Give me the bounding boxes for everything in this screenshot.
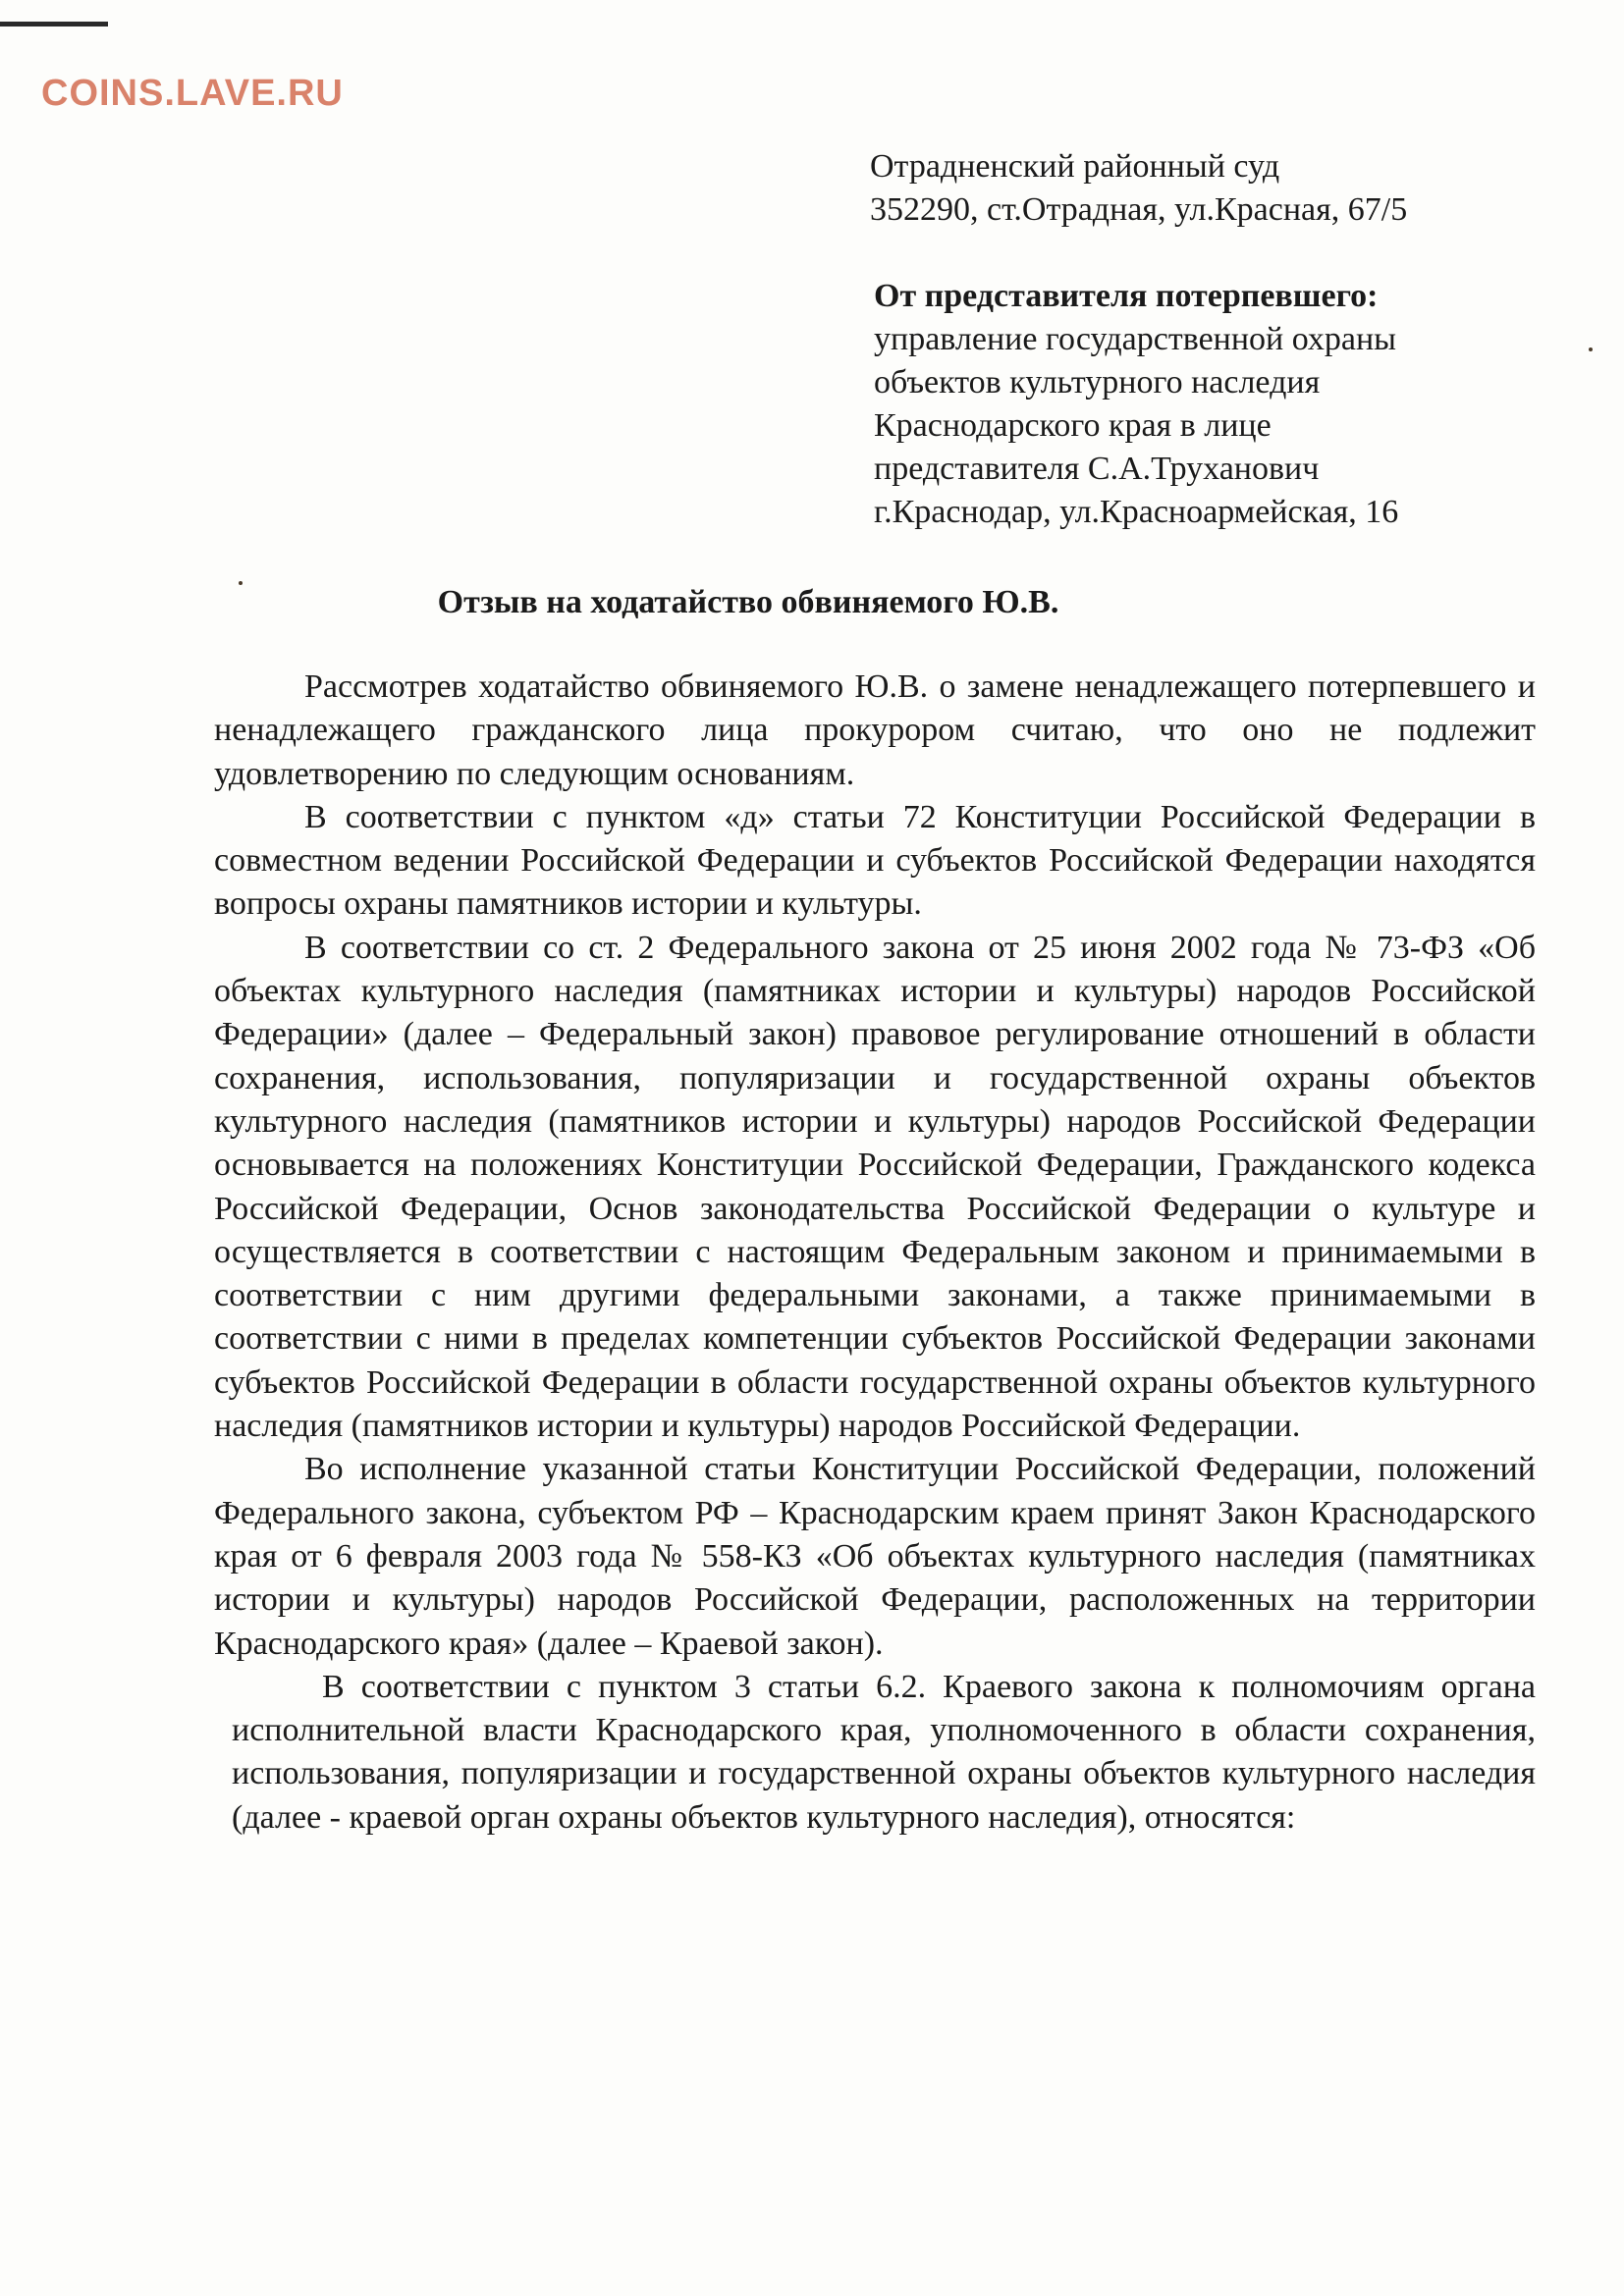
document-title-row — [0, 581, 1624, 624]
paragraph-5: В соответствии с пунктом 3 статьи 6.2. Краевого закона к полномочиям органа исполнительной власти Краснодарского края, уполномоченного в области сохранения, использования, популяризации и государственной охраны объектов культурного наследия (далее - краевой орган охраны объектов культурного наследия), относятся: — [232, 1668, 1536, 1836]
addressee-block — [870, 145, 1557, 232]
sender-heading: От представителя потерпевшего: — [874, 278, 1379, 314]
scan-edge-mark — [0, 22, 108, 27]
addressee-address: 352290, ст.Отрадная, ул.Красная, 67/5 — [870, 191, 1408, 228]
paragraph-4: Во исполнение указанной статьи Конституции Российской Федерации, положений Федерального закона, субъектом РФ – Краснодарским краем принят Закон Краснодарского края от 6 февраля 2003 года № 558-КЗ «Об объектах культурного наследия (памятниках истории и культуры) народов Российской Федерации, расположенных на территории Краснодарского края» (далее – Краевой закон). — [214, 1451, 1536, 1662]
sender-line-3: Краснодарского края в лице — [874, 407, 1272, 444]
paragraph-1: Рассмотрев ходатайство обвиняемого Ю.В. о замене ненадлежащего потерпевшего и ненадлежащего гражданского лица прокурором считаю, что оно не подлежит удовлетворению по следующим основаниям. — [214, 668, 1536, 792]
paragraph-3: В соответствии со ст. 2 Федерального закона от 25 июня 2002 года № 73-ФЗ «Об объектах культурного наследия (памятниках истории и культуры) народов Российской Федерации» (далее – Федеральный закон) правовое регулирование отношений в области сохранения, использования, популяризации и государственной охраны объектов культурного наследия (памятников истории и культуры) народов Российской Федерации основывается на положениях Конституции Российской Федерации, Гражданского кодекса Российской Федерации, Основ законодательства Российской Федерации о культуре и осуществляется в соответствии с настоящим Федеральным законом и принимаемыми в соответствии с ним другими федеральными законами, а также принимаемыми в соответствии с ними в пределах компетенции субъектов Российской Федерации законами субъектов Российской Федерации в области государственной охраны объектов культурного наследия (памятников истории и культуры) народов Российской Федерации. — [214, 929, 1536, 1445]
scan-speck — [239, 581, 243, 585]
sender-line-2: объектов культурного наследия — [874, 364, 1321, 400]
sender-line-5: г.Краснодар, ул.Красноармейская, 16 — [874, 494, 1399, 530]
document-title: Отзыв на ходатайство обвиняемого Ю.В. — [437, 584, 1059, 620]
watermark: COINS.LAVE.RU — [41, 73, 344, 114]
sender-block — [874, 275, 1561, 534]
document-body — [214, 666, 1536, 1840]
scan-speck — [1589, 347, 1593, 351]
sender-line-1: управление государственной охраны — [874, 321, 1397, 357]
sender-line-4: представителя С.А.Труханович — [874, 451, 1320, 487]
paragraph-2: В соответствии с пунктом «д» статьи 72 Конституции Российской Федерации в совместном ведении Российской Федерации и субъектов Российской Федерации находятся вопросы охраны памятников истории и культуры. — [214, 798, 1536, 923]
addressee-court: Отрадненский районный суд — [870, 148, 1280, 185]
